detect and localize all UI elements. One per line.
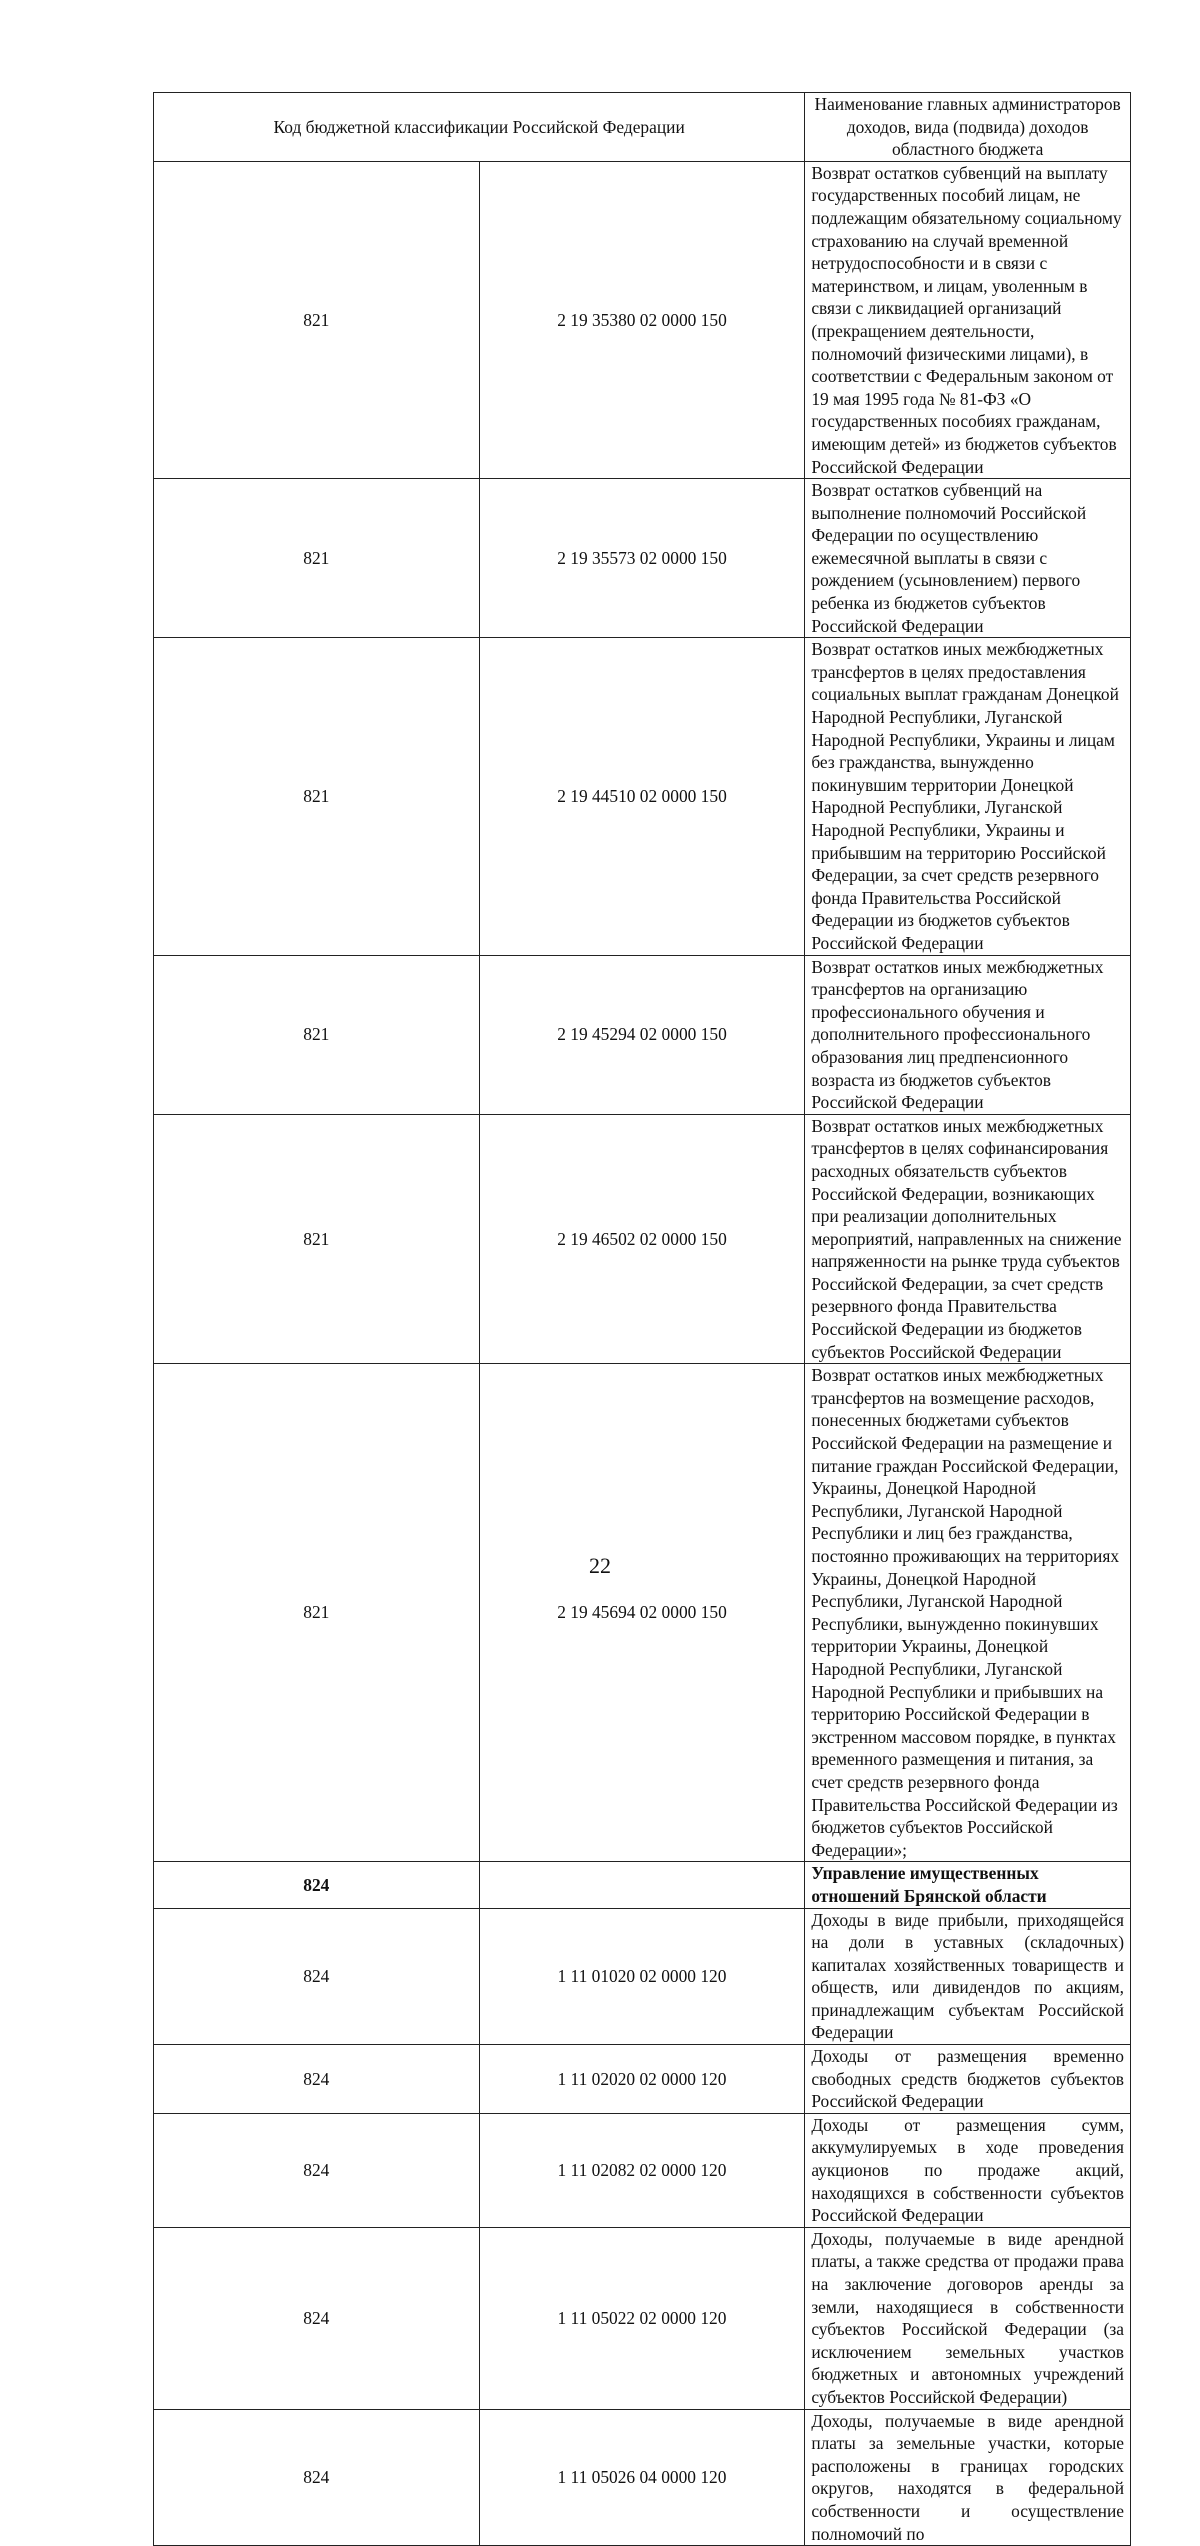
budget-code-cell: 2 19 45294 02 0000 150 bbox=[479, 955, 805, 1114]
income-name-cell: Доходы, получаемые в виде арендной платы за земельные участки, которые расположены в границах городских округов, находятся в федеральной собственности и осуществление полномочий по bbox=[805, 2409, 1131, 2546]
budget-code-cell: 1 11 05022 02 0000 120 bbox=[479, 2227, 805, 2409]
header-code-cell: Код бюджетной классификации Российской Федерации bbox=[154, 93, 805, 162]
table-row bbox=[154, 1364, 1131, 1862]
admin-code-cell: 821 bbox=[154, 1114, 480, 1364]
admin-code-cell: 824 bbox=[154, 2227, 480, 2409]
admin-code-cell: 821 bbox=[154, 1364, 480, 1862]
budget-code-cell: 2 19 45694 02 0000 150 bbox=[479, 1364, 805, 1862]
table-header-row bbox=[154, 93, 1131, 162]
budget-code-cell: 2 19 46502 02 0000 150 bbox=[479, 1114, 805, 1364]
budget-code-cell: 2 19 35573 02 0000 150 bbox=[479, 479, 805, 638]
admin-code-cell: 824 bbox=[154, 2409, 480, 2546]
admin-code-cell: 824 bbox=[154, 2045, 480, 2114]
budget-code-cell bbox=[479, 1862, 805, 1908]
table-row bbox=[154, 2227, 1131, 2409]
budget-code-cell: 1 11 01020 02 0000 120 bbox=[479, 1908, 805, 2045]
admin-code-cell: 824 bbox=[154, 2113, 480, 2227]
budget-code-cell: 1 11 02020 02 0000 120 bbox=[479, 2045, 805, 2114]
income-name-cell: Возврат остатков иных межбюджетных трансфертов в целях предоставления социальных выплат гражданам Донецкой Народной Республики, Луганской Народной Республики, Украины и лицам без гражданства, вынужденно покинувшим территории Донецкой Народной Республики, Луганской Народной Республики, Украины и прибывшим на территорию Российской Федерации, за счет средств резервного фонда Правительства Российской Федерации из бюджетов субъектов Российской Федерации bbox=[805, 638, 1131, 955]
page-number: 22 bbox=[589, 1553, 611, 1578]
table-row bbox=[154, 2113, 1131, 2227]
table-row bbox=[154, 638, 1131, 955]
income-name-cell: Возврат остатков иных межбюджетных трансфертов на организацию профессионального обучения и дополнительного профессионального образования лиц предпенсионного возраста из бюджетов субъектов Российской Федерации bbox=[805, 955, 1131, 1114]
budget-code-cell: 1 11 05026 04 0000 120 bbox=[479, 2409, 805, 2546]
income-name-cell: Возврат остатков субвенций на выполнение полномочий Российской Федерации по осуществлению ежемесячной выплаты в связи с рождением (усыновлением) первого ребенка из бюджетов субъектов Российской Федерации bbox=[805, 479, 1131, 638]
income-name-cell: Доходы от размещения сумм, аккумулируемых в ходе проведения аукционов по продаже акций, находящихся в собственности субъектов Российской Федерации bbox=[805, 2113, 1131, 2227]
income-name-cell: Возврат остатков иных межбюджетных трансфертов в целях софинансирования расходных обязательств субъектов Российской Федерации, возникающих при реализации дополнительных мероприятий, направленных на снижение напряженности на рынке труда субъектов Российской Федерации, за счет средств резервного фонда Правительства Российской Федерации из бюджетов субъектов Российской Федерации bbox=[805, 1114, 1131, 1364]
administrator-heading-row bbox=[154, 1862, 1131, 1908]
header-name-cell: Наименование главных администраторов доходов, вида (подвида) доходов областного бюджета bbox=[805, 93, 1131, 162]
income-name-cell: Доходы от размещения временно свободных средств бюджетов субъектов Российской Федерации bbox=[805, 2045, 1131, 2114]
admin-code-cell: 821 bbox=[154, 161, 480, 478]
table-row bbox=[154, 2045, 1131, 2114]
budget-code-cell: 2 19 44510 02 0000 150 bbox=[479, 638, 805, 955]
admin-code-cell: 824 bbox=[154, 1862, 480, 1908]
income-name-cell: Возврат остатков субвенций на выплату государственных пособий лицам, не подлежащим обязательному социальному страхованию на случай временной нетрудоспособности и в связи с материнством, и лицам, уволенным в связи с ликвидацией организаций (прекращением деятельности, полномочий физическими лицами), в соответствии с Федеральным законом от 19 мая 1995 года № 81-ФЗ «О государственных пособиях гражданам, имеющим детей» из бюджетов субъектов Российской Федерации bbox=[805, 161, 1131, 478]
admin-code-cell: 821 bbox=[154, 955, 480, 1114]
administrator-name-cell: Управление имущественных отношений Брянской области bbox=[805, 1862, 1131, 1908]
table-row bbox=[154, 955, 1131, 1114]
table-row bbox=[154, 1114, 1131, 1364]
income-name-cell: Доходы, получаемые в виде арендной платы, а также средства от продажи права на заключение договоров аренды за земли, находящиеся в собственности субъектов Российской Федерации (за исключением земельных участков бюджетных и автономных учреждений субъектов Российской Федерации) bbox=[805, 2227, 1131, 2409]
table-row bbox=[154, 479, 1131, 638]
admin-code-cell: 824 bbox=[154, 1908, 480, 2045]
budget-classification-table bbox=[153, 92, 1131, 2546]
budget-code-cell: 2 19 35380 02 0000 150 bbox=[479, 161, 805, 478]
income-name-cell: Возврат остатков иных межбюджетных трансфертов на возмещение расходов, понесенных бюджетами субъектов Российской Федерации на размещение и питание граждан Российской Федерации, Украины, Донецкой Народной Республики, Луганской Народной Республики и лиц без гражданства, постоянно проживающих на территориях Украины, Донецкой Народной Республики, Луганской Народной Республики, вынужденно покинувших территории Украины, Донецкой Народной Республики, Луганской Народной Республики и прибывших на территорию Российской Федерации в экстренном массовом порядке, в пунктах временного размещения и питания, за счет средств резервного фонда Правительства Российской Федерации из бюджетов субъектов Российской Федерации»; bbox=[805, 1364, 1131, 1862]
table-row bbox=[154, 161, 1131, 478]
table-row bbox=[154, 2409, 1131, 2546]
admin-code-cell: 821 bbox=[154, 638, 480, 955]
admin-code-cell: 821 bbox=[154, 479, 480, 638]
table-row bbox=[154, 1908, 1131, 2045]
budget-code-cell: 1 11 02082 02 0000 120 bbox=[479, 2113, 805, 2227]
income-name-cell: Доходы в виде прибыли, приходящейся на доли в уставных (складочных) капиталах хозяйственных товариществ и обществ, или дивидендов по акциям, принадлежащим субъектам Российской Федерации bbox=[805, 1908, 1131, 2045]
